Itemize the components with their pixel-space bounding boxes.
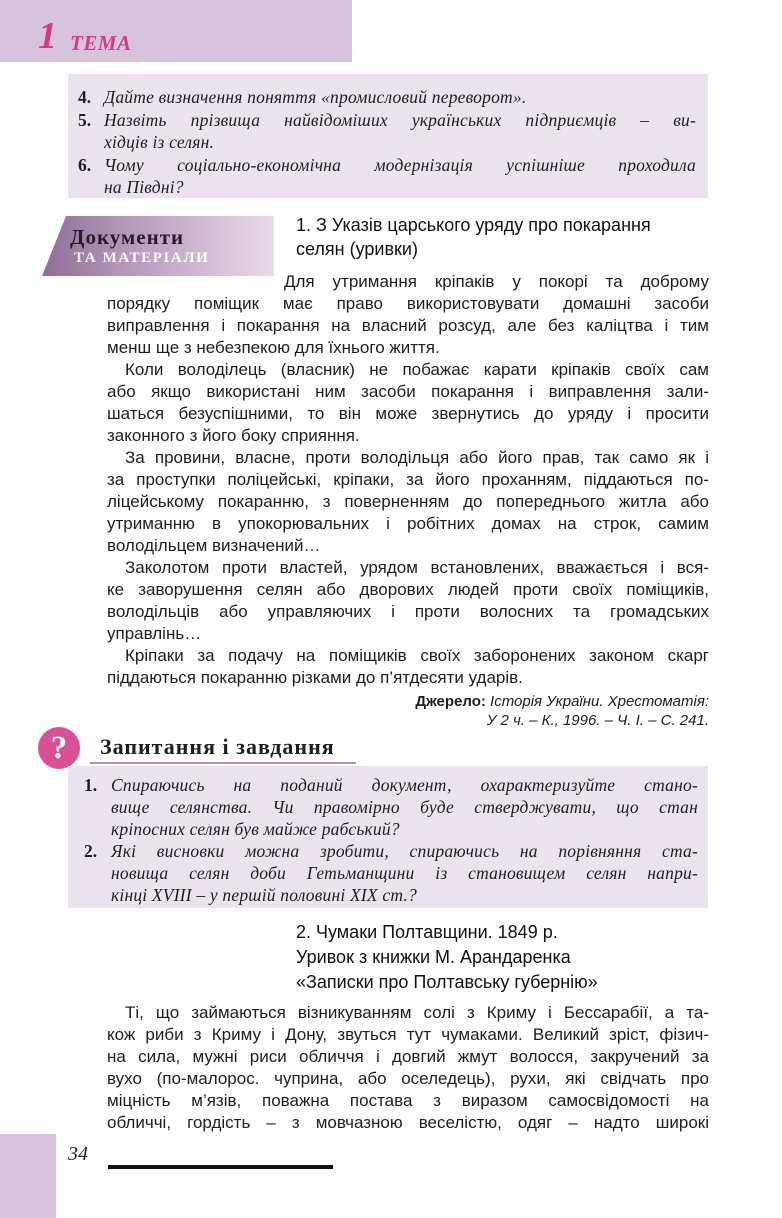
paragraph-line: ке заворушення селян або дворових людей проти своїх поміщиків,	[107, 580, 709, 599]
paragraph-line: міцність м’язів, поважна постава з виразом самосвідомості на	[107, 1091, 709, 1110]
task-text: вище селянства. Чи правомірно буде стверджувати, що стан	[111, 797, 698, 817]
paragraph-line: ліцейському покаранню, з поверненням до попереднього житла або	[107, 492, 709, 511]
tasks-heading: Запитання і завдання	[100, 734, 335, 759]
footer-tab	[0, 1134, 56, 1218]
paragraph-line: володільців або управляючих і проти волосних та громадських	[107, 602, 709, 621]
document-title-line: селян (уривки)	[296, 239, 418, 259]
question-text: хідців із селян.	[104, 132, 215, 152]
document-2-title	[296, 920, 598, 995]
paragraph-5	[107, 645, 709, 689]
paragraph-line: Ті, що займаються візникуванням солі з Криму і Бессарабії, а та-	[125, 1003, 709, 1022]
source-text: У 2 ч. – К., 1996. – Ч. І. – С. 241.	[486, 712, 709, 729]
paragraph-line: за проступки поліцейські, кріпаки, за його проханням, піддаються по-	[107, 470, 709, 489]
banner-notch	[42, 216, 66, 276]
task-text: кінці XVIII – у першій половині XIX ст.?	[111, 885, 417, 905]
paragraph-line: Заколотом проти властей, урядом встановлених, вважається і вся-	[125, 558, 709, 577]
document-title-line: 1. З Указів царського уряду про покарання	[296, 215, 651, 235]
source-text: Історія України. Хрестоматія:	[490, 693, 709, 710]
task-text: Спираючись на поданий документ, охарактеризуйте стано-	[111, 775, 698, 795]
question-mark-icon: ?	[38, 727, 80, 769]
paragraph-line: законного з його боку сприяння.	[107, 426, 360, 445]
tema-number: 1	[38, 15, 57, 57]
source-citation	[415, 692, 709, 730]
paragraph-line: шаться безуспішними, то він може звернутись до уряду і просити	[107, 404, 709, 423]
paragraph-line: управлінь…	[107, 624, 202, 643]
footer-rule	[108, 1165, 333, 1169]
review-questions-box	[68, 74, 708, 198]
paragraph-line: Кріпаки за подачу на поміщиків своїх заборонених законом скарг	[125, 646, 709, 665]
paragraph-1	[107, 293, 709, 359]
paragraph-line: кож риби з Криму і Дону, звуться тут чумаками. Великий зріст, фізич-	[107, 1025, 709, 1044]
question-number: 6.	[78, 155, 92, 175]
question-text: на Півдні?	[104, 177, 184, 197]
paragraph-line: виправлення і покарання на власний розсуд, але без каліцтва і тим	[107, 316, 709, 335]
document-title-line: 2. Чумаки Полтавщини. 1849 р.	[296, 922, 558, 942]
task-text: новища селян доби Гетьманщини із становищем селян напри-	[111, 863, 698, 883]
question-number: 4.	[78, 87, 92, 107]
paragraph-line: піддаються покаранню різками до п’ятдесяти ударів.	[107, 668, 523, 687]
question-text: Назвіть прізвища найвідоміших українських підприємців – ви-	[104, 110, 696, 130]
question-text: Чому соціально-економічна модернізація успішніше проходила	[104, 155, 696, 175]
task-number: 2.	[84, 841, 98, 861]
paragraph-line: порядку поміщик має право використовувати домашні засоби	[107, 294, 709, 313]
paragraph-3	[107, 447, 709, 557]
tema-label: ТЕМА	[70, 31, 132, 55]
tasks-box	[68, 766, 708, 908]
paragraph-line: вухо (по-малорос. чуприна, або оселедець), рухи, які свідчать про	[107, 1069, 709, 1088]
paragraph-line: на сила, мужні риси обличчя і довгий жмут волосся, закручений за	[107, 1047, 709, 1066]
task-text: кріпосних селян був майже рабський?	[111, 819, 400, 839]
task-text: Які висновки можна зробити, спираючись на порівняння ста-	[111, 841, 698, 861]
source-label: Джерело:	[415, 693, 486, 710]
heading-underline	[90, 762, 356, 764]
banner-title: Документи	[70, 225, 185, 249]
task-number: 1.	[84, 775, 98, 795]
page-number: 34	[68, 1143, 88, 1165]
paragraph-line: Коли володілець (власник) не побажає карати кріпаків своїх сам	[125, 360, 709, 379]
paragraph-line: володільцем визначений…	[107, 536, 321, 555]
paragraph-line: утриманню в упокорювальних і робітних домах на строк, самим	[107, 514, 709, 533]
question-number: 5.	[78, 110, 92, 130]
paragraph-line: або якщо використані ним засоби покарання і виправлення зали-	[107, 382, 709, 401]
documents-banner	[42, 216, 274, 276]
paragraph-line: обличчі, гордість – з мовчазною веселістю, одяг – надто широкі	[107, 1113, 709, 1132]
question-text: Дайте визначення поняття «промисловий переворот».	[104, 87, 527, 107]
document-1-title	[296, 213, 651, 261]
paragraph-line: менш ще з небезпекою для їхнього життя.	[107, 338, 440, 357]
paragraph-2	[107, 359, 709, 447]
document-title-line: Уривок з книжки М. Арандаренка	[296, 947, 571, 967]
banner-subtitle: ТА МАТЕРІАЛИ	[74, 250, 210, 266]
paragraph-4	[107, 557, 709, 645]
document-2-paragraph	[107, 1002, 709, 1134]
paragraph-line: За провини, власне, проти володільця або його прав, так само як і	[125, 448, 709, 467]
document-title-line: «Записки про Полтавську губернію»	[296, 972, 598, 992]
paragraph-line: Для утримання кріпаків у покорі та доброму	[284, 272, 709, 291]
